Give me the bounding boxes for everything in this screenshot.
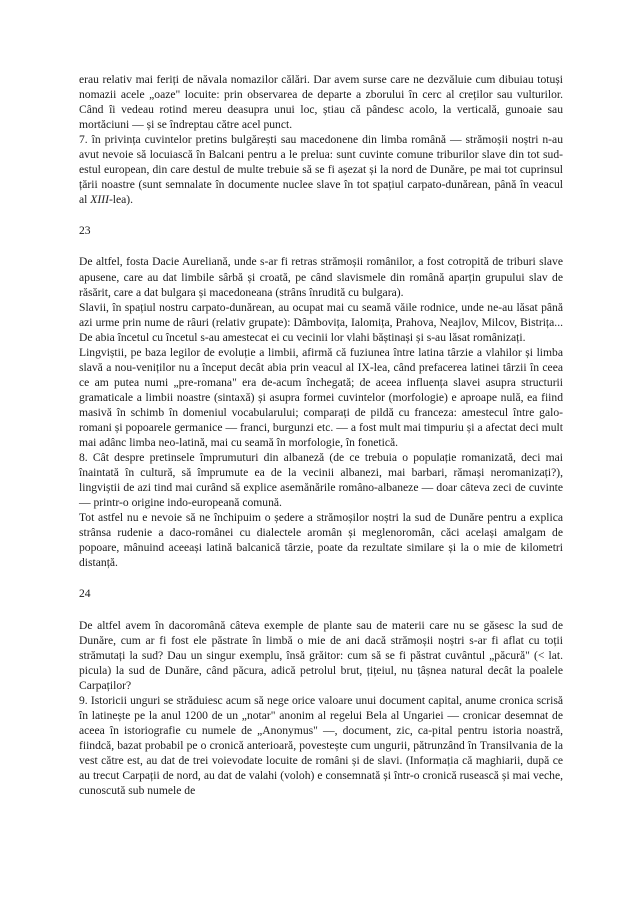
paragraph-note-8: 8. Cât despre pretinsele împrumuturi din albaneză (de ce trebuia o populație romanizată, deci mai înaintată în cultură, să împrumute ea de la vecinii albanezi, mai barbari, rămași neromanizați?), lingviștii de azi tind mai curând să explice asemănările româno-albaneze — doar câteva zeci de cuvinte — printr-o origine indo-europeană comună. [79,451,563,510]
page-number-23: 23 [79,224,91,238]
paragraph-slavs: Slavii, în spațiul nostru carpato-dunărean, au ocupat mai cu seamă văile rodnice, unde ne-au lăsat până azi urme prin nume de râuri (relativ grupate): Dâmbovița, Ialomița, Prahova, Neajlov, Milcov, Bistrița... De abia încetul cu încetul s-au amestecat ei cu vecinii lor vlahi băștinași și s-au lăsat românizați. [79,300,563,344]
paragraph-note-7 [79,132,563,207]
paragraph-note-7-text: 7. în privința cuvintelor pretins bulgărești sau macedonene din limba română — strămoșii noștri n-au avut nevoie să locuiască în Balcani pentru a le prelua: sunt cuvinte comune triburilor slave din tot sud-estul european, din care destul de multe trebuie să se fi așezat și la nord de Dunăre, pe mai tot cuprinsul țării noastre (sunt semnalate în documente nuclee slave în tot spațiul carpato-dunărean, până în veacul al [79,133,563,207]
paragraph-dacia: De altfel, fosta Dacie Aureliană, unde s-ar fi retras strămoșii românilor, a fost cotropită de triburi slave apusene, care au dat limbile sârbă și croată, pe când slavismele din română aparțin grupului slav de răsărit, care a dat bulgara și macedoneana (strâns înrudită cu bulgara). [79,255,563,299]
paragraph-aromanian: Tot astfel nu e nevoie să ne închipuim o ședere a strămoșilor noștri la sud de Dunăre pentru a explica strânsa rudenie a daco-românei cu dialectele aromân și meglenoromân, căci același amalgam de popoare, mânuind aceeași latină balcanică târzie, poate da rezultate similare și la o mie de kilometri distanță. [79,511,563,570]
paragraph-nomads: erau relativ mai feriți de năvala nomazilor călări. Dar avem surse care ne dezvăluie cum dibuiau totuși nomazii acele „oaze" locuite: prin observarea de departe a zborului în cerc al creților sau vulturilor. Când îi vedeau rotind mereu deasupra unui loc, știau că pândesc acolo, la verticală, gunoaie sau mortăciuni — și se îndreptau către acel punct. [79,73,563,132]
paragraph-note-7-tail: -lea). [108,193,134,207]
page-number-24: 24 [79,587,91,601]
roman-numeral-italic: XIII [90,193,109,207]
document-page [79,72,563,798]
paragraph-note-9: 9. Istoricii unguri se străduiesc acum să nege orice valoare unui document capital, anume cronica scrisă în latinește pe la anul 1200 de un „notar" anonim al regelui Bela al Ungariei — cronicar desemnat de aceea în istoriografie cu numele de „Anonymus" —, document, zic, ca-pital pentru istoria noastră, fiindcă, bazat probabil pe o cronică anterioară, povestește cum ungurii, pătrunzând în Transilvania de la vest către est, au dat de trei voievodate locuite de români și de slavi. (Informația că maghiarii, după ce au trecut Carpații de nord, au dat de valahi (voloh) e consemnată și într-o cronică rusească și mai veche, cunoscută sub numele de [79,693,563,798]
paragraph-pacura: De altfel avem în dacoromână câteva exemple de plante sau de materii care nu se găsesc la sud de Dunăre, cum ar fi fost ele păstrate în limbă o mie de ani dacă strămoșii noștri s-ar fi aflat cu toții strămutați la sud? Dau un singur exemplu, însă grăitor: cum să se fi păstrat cuvântul „păcură" (< lat. picula) la sud de Dunăre, când păcura, adică petrolul brut, țițeiul, nu țâșnea natural decât la poalele Carpaților? [79,618,563,692]
paragraph-linguists: Lingviștii, pe baza legilor de evoluție a limbii, afirmă că fuziunea între latina târzie a vlahilor și limba slavă a nou-veniților nu a început decât abia prin veacul al IX-lea, când prefacerea latinei târzii în ceea ce am putea numi „pre-romana" era de-acum închegată; de aceea influența slavei asupra structurii gramaticale a limbii noastre (sintaxă) și asupra formei cuvintelor (morfologie) e aproape nulă, ea fiind masivă în schimb în domeniul vocabularului; comparați de pildă cu franceza: amestecul între galo-romani și popoarele germanice — franci, burgunzi etc. — a fost mult mai timpuriu și a afectat deci mult mai adânc limba neo-latină, mai cu seamă în morfologie, în fonetică. [79,345,563,450]
